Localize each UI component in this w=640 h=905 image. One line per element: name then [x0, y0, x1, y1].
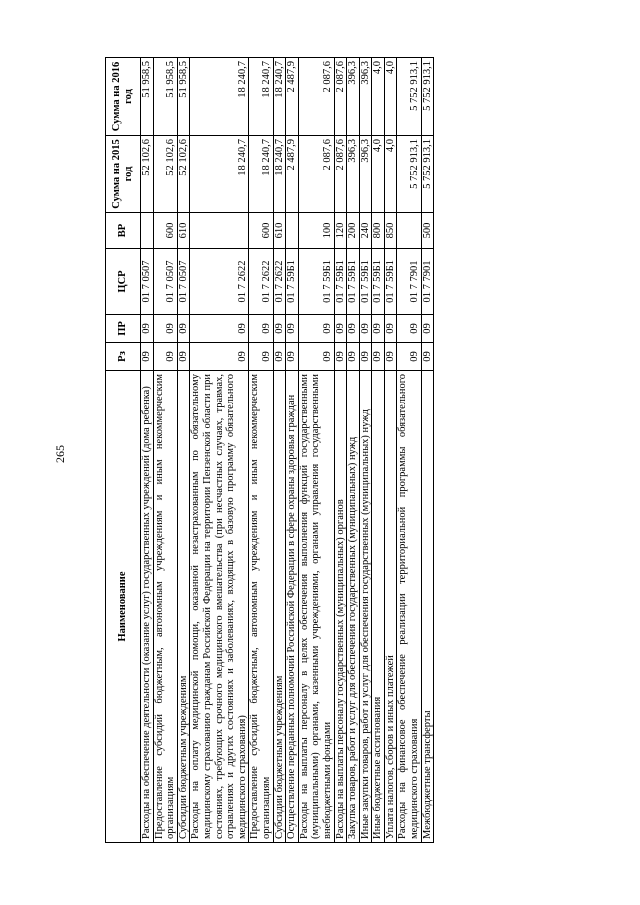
cell-csr: 01 7 0507	[177, 249, 190, 315]
cell-s2016: 5 752 913,1	[421, 58, 434, 136]
cell-pr: 09	[421, 315, 434, 343]
cell-pr: 09	[177, 315, 190, 343]
cell-rz: 09	[249, 343, 273, 371]
header-sum-2016: Сумма на 2016 год	[106, 58, 141, 136]
cell-vr	[286, 213, 299, 249]
table-row	[397, 58, 421, 843]
table-row	[334, 58, 347, 843]
cell-name: Субсидии бюджетным учреждениям	[273, 371, 286, 843]
cell-vr: 610	[273, 213, 286, 249]
cell-s2015: 52 102,6	[177, 136, 190, 213]
cell-s2015: 2 487,9	[286, 136, 299, 213]
cell-rz: 09	[397, 343, 421, 371]
cell-s2015: 5 752 913,1	[421, 136, 434, 213]
cell-name: Расходы на выплаты персоналу в целях обеспечения выполнения функций государственными (муниципальными) органами, казенными учреждениями, органами управления государственными внебюджетными фондами	[298, 371, 334, 843]
table-row	[141, 58, 154, 843]
cell-pr: 09	[273, 315, 286, 343]
table-row	[372, 58, 385, 843]
cell-s2016: 51 958,5	[177, 58, 190, 136]
cell-name: Расходы на оплату медицинской помощи, оказанной незастрахованным по обязательному медицинскому страхованию гражданам Российской Федерации на территории Пензенской области при состояниях, требующих срочного медицинского вмешательства (при несчастных случаях, травмах, отравлениях и других состояниях и заболеваниях, входящих в базовую программу обязательного медицинского страхования)	[190, 371, 249, 843]
cell-rz: 09	[153, 343, 177, 371]
cell-s2015: 52 102,6	[141, 136, 154, 213]
header-csr: ЦСР	[106, 249, 141, 315]
cell-csr: 01 7 2622	[249, 249, 273, 315]
cell-pr: 09	[153, 315, 177, 343]
cell-vr: 120	[334, 213, 347, 249]
cell-name: Иные бюджетные ассигнования	[372, 371, 385, 843]
cell-s2015: 2 087,6	[298, 136, 334, 213]
cell-s2015: 396,3	[347, 136, 360, 213]
table-row	[190, 58, 249, 843]
header-name: Наименование	[106, 371, 141, 843]
cell-csr: 01 7 59Б1	[384, 249, 397, 315]
cell-csr: 01 7 7901	[421, 249, 434, 315]
cell-s2016: 396,3	[359, 58, 372, 136]
cell-csr: 01 7 59Б1	[298, 249, 334, 315]
cell-vr	[141, 213, 154, 249]
cell-name: Расходы на выплаты персоналу государственных (муниципальных) органов	[334, 371, 347, 843]
cell-s2016: 2 087,6	[334, 58, 347, 136]
cell-s2016: 5 752 913,1	[397, 58, 421, 136]
cell-csr: 01 7 59Б1	[334, 249, 347, 315]
cell-rz: 09	[286, 343, 299, 371]
cell-vr: 240	[359, 213, 372, 249]
cell-name: Предоставление субсидий бюджетным, автономным учреждениям и иным некоммерческим организациям	[153, 371, 177, 843]
cell-csr: 01 7 7901	[397, 249, 421, 315]
cell-vr	[397, 213, 421, 249]
cell-s2015: 18 240,7	[273, 136, 286, 213]
cell-vr	[190, 213, 249, 249]
cell-rz: 09	[177, 343, 190, 371]
header-rz: Рз	[106, 343, 141, 371]
table-row	[298, 58, 334, 843]
cell-vr: 200	[347, 213, 360, 249]
cell-s2015: 18 240,7	[249, 136, 273, 213]
table-body	[141, 58, 434, 843]
cell-csr: 01 7 2622	[190, 249, 249, 315]
cell-rz: 09	[372, 343, 385, 371]
cell-pr: 09	[384, 315, 397, 343]
cell-s2016: 4,0	[372, 58, 385, 136]
cell-s2016: 18 240,7	[190, 58, 249, 136]
cell-s2016: 2 087,6	[298, 58, 334, 136]
cell-s2016: 4,0	[384, 58, 397, 136]
cell-s2015: 5 752 913,1	[397, 136, 421, 213]
cell-pr: 09	[190, 315, 249, 343]
cell-pr: 09	[347, 315, 360, 343]
cell-name: Закупка товаров, работ и услуг для обеспечения государственных (муниципальных) нужд	[347, 371, 360, 843]
table-row	[359, 58, 372, 843]
cell-rz: 09	[190, 343, 249, 371]
cell-rz: 09	[298, 343, 334, 371]
cell-s2016: 396,3	[347, 58, 360, 136]
cell-pr: 09	[286, 315, 299, 343]
cell-csr: 01 7 0507	[141, 249, 154, 315]
cell-csr: 01 7 59Б1	[347, 249, 360, 315]
cell-name: Расходы на обеспечение деятельности (оказание услуг) государственных учреждений (дома ребенка)	[141, 371, 154, 843]
cell-rz: 09	[347, 343, 360, 371]
cell-s2015: 52 102,6	[153, 136, 177, 213]
cell-rz: 09	[421, 343, 434, 371]
cell-s2016: 18 240,7	[249, 58, 273, 136]
budget-table	[105, 57, 434, 843]
cell-csr: 01 7 59Б1	[359, 249, 372, 315]
cell-pr: 09	[249, 315, 273, 343]
cell-csr: 01 7 0507	[153, 249, 177, 315]
cell-name: Субсидии бюджетным учреждениям	[177, 371, 190, 843]
cell-rz: 09	[141, 343, 154, 371]
cell-s2015: 4,0	[384, 136, 397, 213]
header-pr: ПР	[106, 315, 141, 343]
cell-name: Уплата налогов, сборов и иных платежей	[384, 371, 397, 843]
cell-vr: 600	[153, 213, 177, 249]
table-row	[347, 58, 360, 843]
cell-csr: 01 7 2622	[273, 249, 286, 315]
cell-vr: 100	[298, 213, 334, 249]
header-sum-2015: Сумма на 2015 год	[106, 136, 141, 213]
table-row	[273, 58, 286, 843]
budget-table-container	[105, 58, 553, 843]
cell-s2015: 4,0	[372, 136, 385, 213]
cell-s2016: 51 958,5	[141, 58, 154, 136]
cell-name: Межбюджетные трансферты	[421, 371, 434, 843]
table-row	[286, 58, 299, 843]
cell-name: Осуществление переданных полномочий Российской Федерации в сфере охраны здоровья граждан	[286, 371, 299, 843]
cell-pr: 09	[298, 315, 334, 343]
cell-s2015: 2 087,6	[334, 136, 347, 213]
cell-name: Предоставление субсидий бюджетным, автономным учреждениям и иным некоммерческим организациям	[249, 371, 273, 843]
cell-vr: 610	[177, 213, 190, 249]
cell-s2015: 18 240,7	[190, 136, 249, 213]
header-vr: ВР	[106, 213, 141, 249]
cell-name: Иные закупки товаров, работ и услуг для обеспечения государственных (муниципальных) нужд	[359, 371, 372, 843]
cell-s2015: 396,3	[359, 136, 372, 213]
cell-s2016: 51 958,5	[153, 58, 177, 136]
table-row	[384, 58, 397, 843]
page-number: 265	[53, 445, 67, 463]
cell-vr: 500	[421, 213, 434, 249]
cell-vr: 600	[249, 213, 273, 249]
cell-s2016: 18 240,7	[273, 58, 286, 136]
table-header-row	[106, 58, 141, 843]
cell-pr: 09	[141, 315, 154, 343]
cell-rz: 09	[359, 343, 372, 371]
cell-pr: 09	[334, 315, 347, 343]
cell-pr: 09	[372, 315, 385, 343]
cell-name: Расходы на финансовое обеспечение реализации территориальной программы обязательного медицинского страхования	[397, 371, 421, 843]
table-row	[249, 58, 273, 843]
cell-vr: 800	[372, 213, 385, 249]
cell-rz: 09	[273, 343, 286, 371]
cell-pr: 09	[397, 315, 421, 343]
cell-rz: 09	[334, 343, 347, 371]
cell-csr: 01 7 59Б1	[372, 249, 385, 315]
cell-pr: 09	[359, 315, 372, 343]
cell-csr: 01 7 59Б1	[286, 249, 299, 315]
cell-rz: 09	[384, 343, 397, 371]
table-row	[421, 58, 434, 843]
table-row	[177, 58, 190, 843]
cell-s2016: 2 487,9	[286, 58, 299, 136]
table-row	[153, 58, 177, 843]
cell-vr: 850	[384, 213, 397, 249]
